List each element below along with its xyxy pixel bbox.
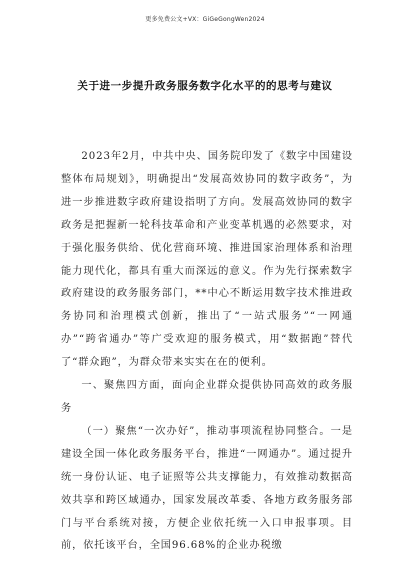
header-promo-note: 更多免费公文+VX：GiGeGongWen2024 — [145, 16, 265, 23]
document-body — [61, 146, 353, 558]
section-heading-1: 一、聚焦四方面，面向企业群众提供协同高效的政务服务 — [61, 380, 353, 414]
paragraph-subsection-1: （一）聚焦“一次办好”，推动事项流程协同整合。一是建设全国一体化政务服务平台，推进“一网通办”。通过提升统一身份认证、电子证照等公共支撑能力，有效推动数据高效共享和跨区域通办，国家发展改革委、各地方政务服务部门与平台系统对接，方便企业依托统一入口申报事项。目前，依托该平台，全国96.68%的企业办税缴 — [61, 425, 353, 552]
document-title: 关于进一步提升政务服务数字化水平的的思考与建议 — [77, 80, 333, 92]
paragraph-intro: 2023年2月，中共中央、国务院印发了《数字中国建设整体布局规划》，明确提出“发展高效协同的数字政务”，为进一步推进数字政府建设指明了方向。发展高效协同的数字政务是把握新一轮科技革命和产业变革机遇的必然要求，对于强化服务供给、优化营商环境、推进国家治理体系和治理能力现代化，都具有重大而深远的意义。作为先行探索数字政府建设的政务服务部门，**中心不断运用数字技术推进政务协同和治理模式创新，推出了“一站式服务”“一网通办”“跨省通办”等广受欢迎的服务模式，用“数据跑”替代了“群众跑”，为群众带来实实在在的便利。 — [61, 151, 353, 369]
